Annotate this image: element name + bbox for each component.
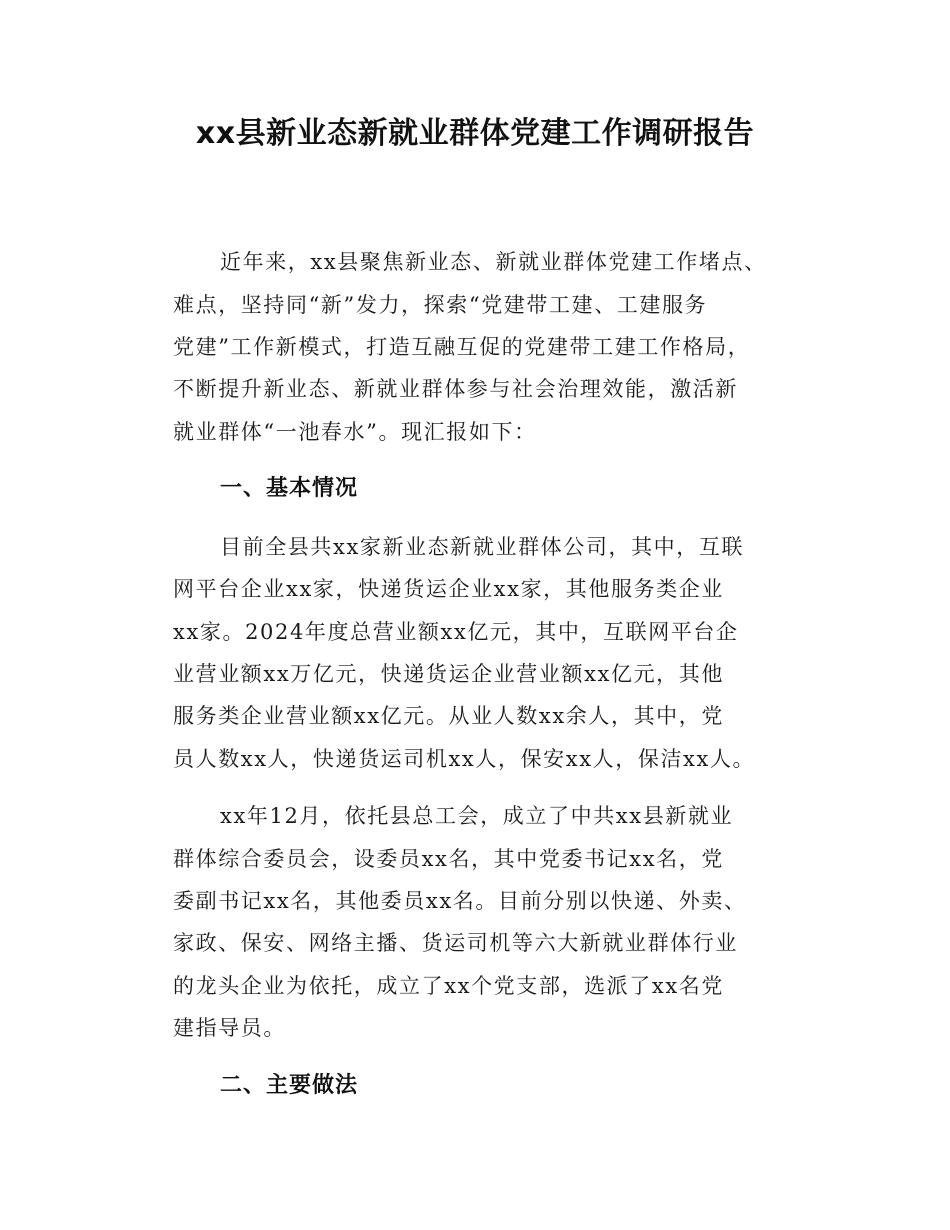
paragraph-line: 党建”工作新模式，打造互融互促的党建带工建工作格局， bbox=[173, 335, 751, 359]
paragraph-line: 的龙头企业为依托，成立了xx个党支部，选派了xx名党 bbox=[173, 974, 724, 998]
paragraph-line: 不断提升新业态、新就业群体参与社会治理效能，激活新 bbox=[173, 377, 738, 401]
paragraph-line: 群体综合委员会，设委员xx名，其中党委书记xx名，党 bbox=[173, 847, 724, 871]
paragraph-line: 难点，坚持同“新”发力，探索“党建带工建、工建服务 bbox=[173, 293, 708, 317]
section-heading: 二、主要做法 bbox=[220, 1073, 359, 1098]
paragraph-line: 家政、保安、网络主播、货运司机等六大新就业群体行业 bbox=[173, 931, 738, 955]
paragraph-line: 业营业额xx万亿元，快递货运企业营业额xx亿元，其他 bbox=[173, 662, 724, 686]
paragraph-line: 就业群体“一池春水”。现汇报如下： bbox=[173, 420, 537, 444]
paragraph-line: 建指导员。 bbox=[173, 1016, 286, 1040]
paragraph-line: 服务类企业营业额xx亿元。从业人数xx余人，其中，党 bbox=[173, 704, 724, 728]
paragraph-line: 近年来，xx县聚焦新业态、新就业群体党建工作堵点、 bbox=[220, 250, 767, 274]
paragraph-line: 网平台企业xx家，快递货运企业xx家，其他服务类企业 bbox=[173, 577, 724, 601]
paragraph-line: 委副书记xx名，其他委员xx名。目前分别以快递、外卖、 bbox=[173, 889, 747, 913]
document-title: xx县新业态新就业群体党建工作调研报告 bbox=[195, 116, 755, 151]
paragraph-line: 目前全县共xx家新业态新就业群体公司，其中，互联 bbox=[220, 535, 745, 559]
section-heading: 一、基本情况 bbox=[220, 476, 359, 501]
paragraph-line: xx年12月，依托县总工会，成立了中共xx县新就业 bbox=[220, 804, 734, 828]
paragraph-line: 员人数xx人，快递货运司机xx人，保安xx人，保洁xx人。 bbox=[173, 747, 756, 771]
paragraph-line: xx家。2024年度总营业额xx亿元，其中，互联网平台企 bbox=[173, 620, 739, 644]
